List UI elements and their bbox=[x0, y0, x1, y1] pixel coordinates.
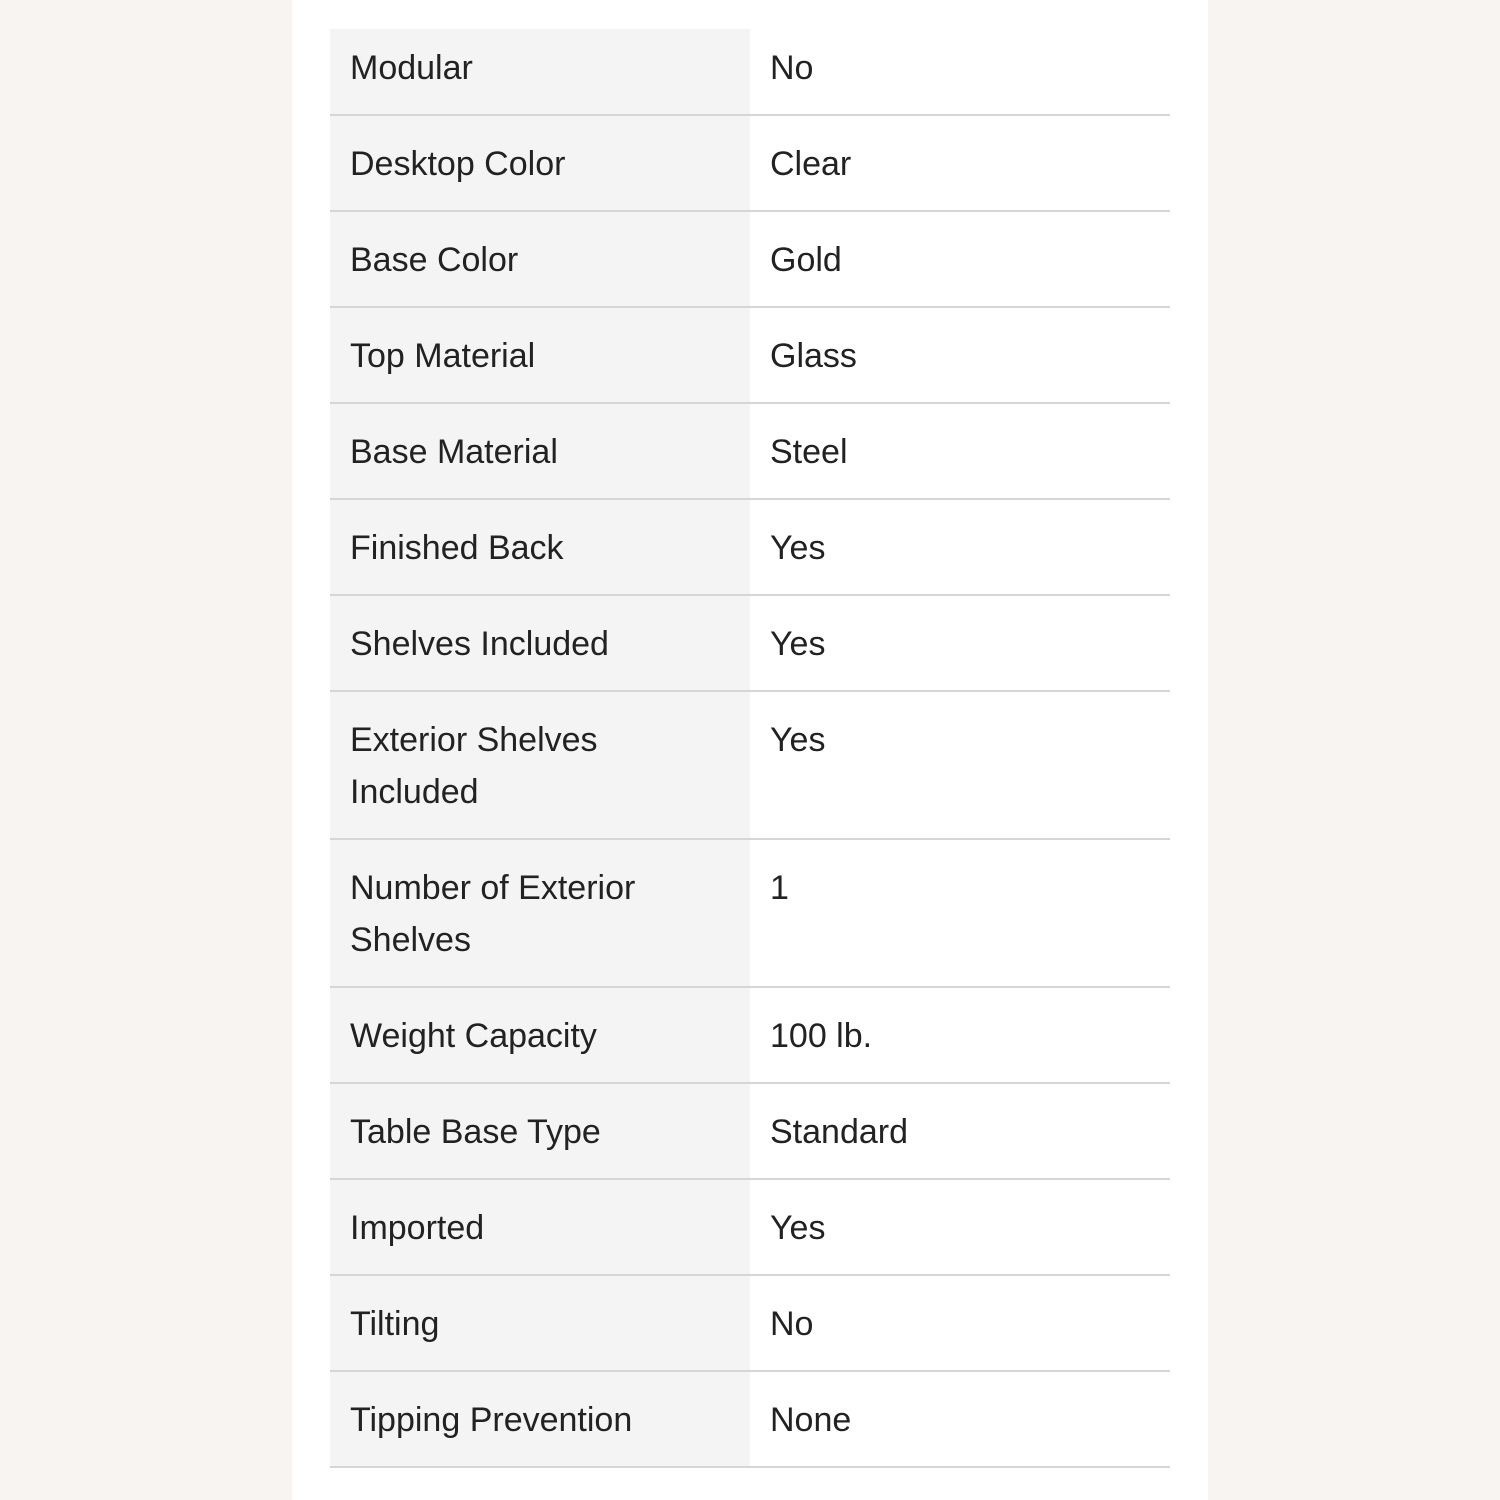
spec-value: 1 bbox=[750, 839, 1170, 987]
spec-row bbox=[330, 1275, 1170, 1371]
spec-label: Tipping Prevention bbox=[330, 1371, 750, 1467]
spec-label: Table Base Type bbox=[330, 1083, 750, 1179]
spec-label: Imported bbox=[330, 1179, 750, 1275]
spec-label: Finished Back bbox=[330, 499, 750, 595]
spec-row bbox=[330, 987, 1170, 1083]
specifications-table bbox=[330, 29, 1170, 1468]
spec-value: Yes bbox=[750, 691, 1170, 839]
spec-row bbox=[330, 29, 1170, 115]
specifications-panel bbox=[292, 0, 1208, 1500]
spec-label: Number of Exterior Shelves bbox=[330, 839, 750, 987]
spec-label: Modular bbox=[330, 29, 750, 115]
specifications-table-body bbox=[330, 29, 1170, 1467]
spec-value: No bbox=[750, 1275, 1170, 1371]
spec-row bbox=[330, 1371, 1170, 1467]
spec-label: Base Color bbox=[330, 211, 750, 307]
spec-row bbox=[330, 499, 1170, 595]
spec-value: Yes bbox=[750, 1179, 1170, 1275]
spec-value: None bbox=[750, 1371, 1170, 1467]
spec-value: Clear bbox=[750, 115, 1170, 211]
spec-value: Gold bbox=[750, 211, 1170, 307]
spec-label: Shelves Included bbox=[330, 595, 750, 691]
spec-value: Yes bbox=[750, 595, 1170, 691]
spec-value: Glass bbox=[750, 307, 1170, 403]
spec-label: Weight Capacity bbox=[330, 987, 750, 1083]
spec-row bbox=[330, 839, 1170, 987]
spec-value: No bbox=[750, 29, 1170, 115]
spec-label: Exterior Shelves Included bbox=[330, 691, 750, 839]
spec-row bbox=[330, 691, 1170, 839]
spec-value: Standard bbox=[750, 1083, 1170, 1179]
spec-label: Tilting bbox=[330, 1275, 750, 1371]
spec-row bbox=[330, 595, 1170, 691]
spec-row bbox=[330, 403, 1170, 499]
spec-row bbox=[330, 1179, 1170, 1275]
spec-value: 100 lb. bbox=[750, 987, 1170, 1083]
spec-value: Yes bbox=[750, 499, 1170, 595]
spec-value: Steel bbox=[750, 403, 1170, 499]
spec-row bbox=[330, 115, 1170, 211]
spec-row bbox=[330, 1083, 1170, 1179]
spec-label: Base Material bbox=[330, 403, 750, 499]
spec-row bbox=[330, 211, 1170, 307]
spec-label: Top Material bbox=[330, 307, 750, 403]
spec-row bbox=[330, 307, 1170, 403]
spec-label: Desktop Color bbox=[330, 115, 750, 211]
